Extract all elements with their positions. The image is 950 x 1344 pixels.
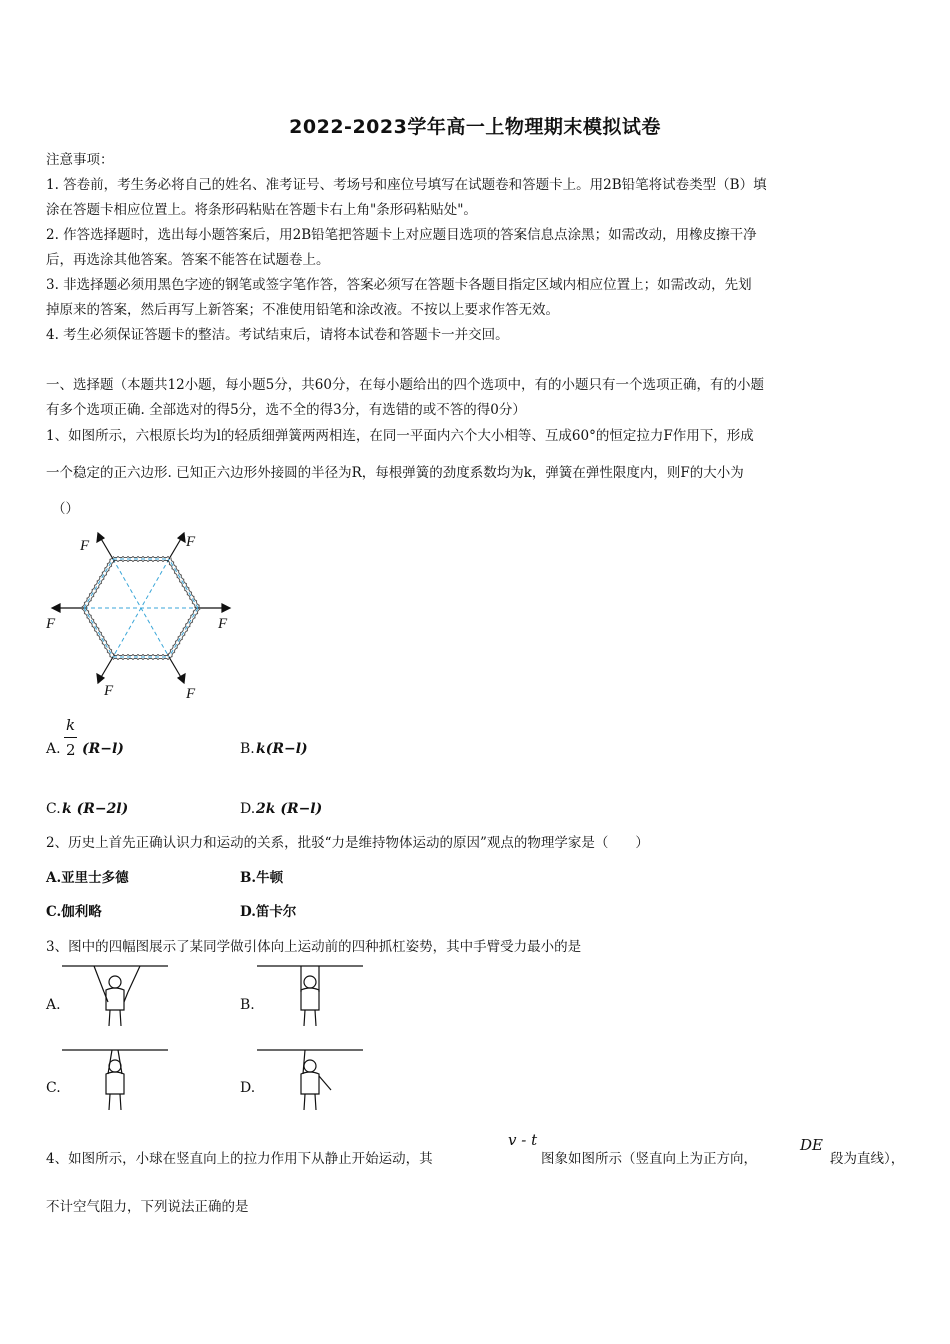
force-label: F: [80, 538, 90, 554]
option-b-label: B.: [240, 741, 255, 757]
fraction-bar: [64, 737, 77, 738]
notice-line: 2. 作答选择题时，选出每小题答案后，用2B铅笔把答题卡上对应题目选项的答案信息点涂黑；如需改动，用橡皮擦干净: [46, 227, 757, 243]
pullup-figure-d: [255, 1046, 365, 1112]
notice-heading: 注意事项：: [46, 152, 114, 168]
notice-line: 后，再选涂其他答案。答案不能答在试题卷上。: [46, 252, 330, 268]
question-4-stem: 段为直线），: [830, 1151, 905, 1167]
force-label: F: [104, 683, 114, 699]
option-b-text: k(R−l): [256, 741, 308, 757]
option-d: D.笛卡尔: [240, 904, 297, 920]
option-d-label: D.: [240, 1080, 256, 1096]
force-label: F: [218, 616, 228, 632]
hexagon-spring-figure: [44, 528, 244, 706]
option-a-label: A.: [46, 997, 61, 1013]
question-1-stem: 1、如图所示，六根原长均为l的轻质细弹簧两两相连，在同一平面内六个大小相等、互成60°的恒定拉力F作用下，形成: [46, 428, 754, 444]
option-a: A.亚里士多德: [46, 870, 129, 886]
option-d-text: 2k (R−l): [256, 801, 323, 817]
page-title: 2022-2023学年高一上物理期末模拟试卷: [289, 116, 661, 138]
question-4-stem: 图象如图所示（竖直向上为正方向，: [541, 1151, 757, 1167]
notice-line: 4. 考生必须保证答题卡的整洁。考试结束后，请将本试卷和答题卡一并交回。: [46, 327, 509, 343]
question-4-stem: 不计空气阻力，下列说法正确的是: [46, 1199, 249, 1215]
notice-line: 3. 非选择题必须用黑色字迹的钢笔或签字笔作答，答案必须写在答题卡各题目指定区域内相应位置上；如需改动，先划: [46, 277, 752, 293]
force-label: F: [186, 686, 196, 702]
notice-line: 掉原来的答案，然后再写上新答案；不准使用铅笔和涂改液。不按以上要求作答无效。: [46, 302, 559, 318]
option-c: C.伽利略: [46, 904, 102, 920]
question-4-stem: 4、如图所示，小球在竖直向上的拉力作用下从静止开始运动，其: [46, 1151, 433, 1167]
option-b-label: B.: [240, 997, 255, 1013]
notice-line: 涂在答题卡相应位置上。将条形码粘贴在答题卡右上角"条形码粘贴处"。: [46, 202, 477, 218]
force-label: F: [46, 616, 56, 632]
fraction-denominator: 2: [66, 741, 76, 759]
question-3-stem: 3、图中的四幅图展示了某同学做引体向上运动前的四种抓杠姿势，其中手臂受力最小的是: [46, 939, 582, 955]
notice-line: 1. 答卷前，考生务必将自己的姓名、准考证号、考场号和座位号填写在试题卷和答题卡上。用2B铅笔将试卷类型（B）填: [46, 177, 767, 193]
option-d-label: D.: [240, 801, 256, 817]
section-heading: 有多个选项正确. 全部选对的得5分，选不全的得3分，有选错的或不答的得0分）: [46, 402, 526, 418]
question-2-stem: 2、历史上首先正确认识力和运动的关系，批驳“力是维持物体运动的原因”观点的物理学家是（ ）: [46, 835, 649, 851]
section-heading: 一、选择题（本题共12小题，每小题5分，共60分，在每小题给出的四个选项中，有的小题只有一个选项正确，有的小题: [46, 377, 764, 393]
force-label: F: [186, 534, 196, 550]
pullup-figure-b: [255, 962, 365, 1028]
option-c-label: C.: [46, 1080, 61, 1096]
pullup-figure-a: [60, 962, 170, 1028]
option-a-text: (R−l): [82, 741, 124, 757]
option-c-label: C.: [46, 801, 61, 817]
de-symbol: DE: [800, 1136, 823, 1154]
question-1-blank: （）: [52, 501, 79, 517]
option-b: B.牛顿: [240, 870, 284, 886]
vt-symbol: v - t: [508, 1131, 538, 1149]
fraction-numerator: k: [66, 716, 76, 734]
option-a-label: A.: [46, 741, 61, 757]
pullup-figure-c: [60, 1046, 170, 1112]
option-c-text: k (R−2l): [62, 801, 129, 817]
question-1-stem: 一个稳定的正六边形. 已知正六边形外接圆的半径为R，每根弹簧的劲度系数均为k，弹簧在弹性限度内，则F的大小为: [46, 465, 744, 481]
